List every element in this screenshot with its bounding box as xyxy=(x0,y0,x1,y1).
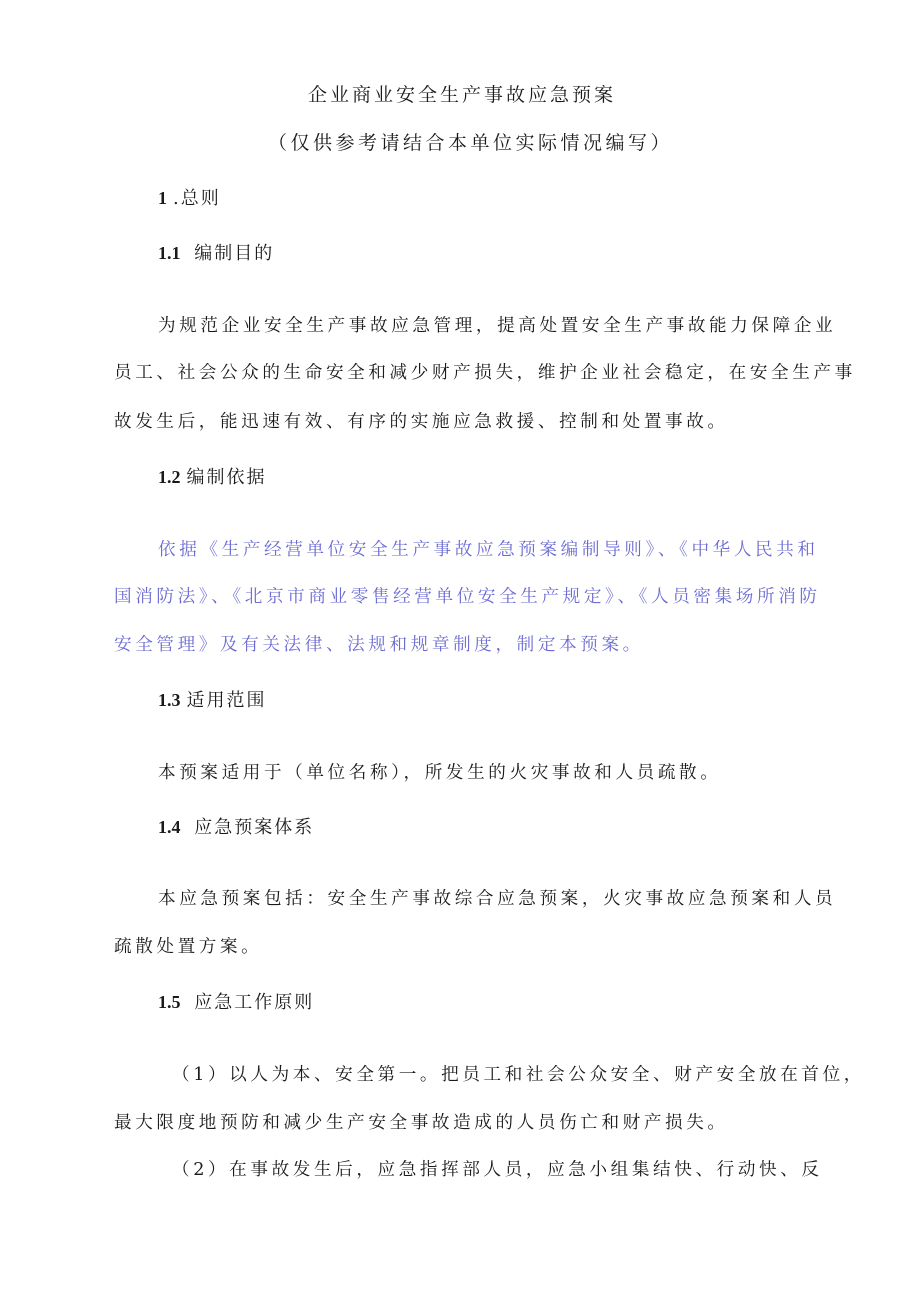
paragraph-line: 为规范企业安全生产事故应急管理，提高处置安全生产事故能力保障企业 xyxy=(158,316,837,336)
paragraph-line: 本应急预案包括：安全生产事故综合应急预案，火灾事故应急预案和人员 xyxy=(158,889,837,909)
document-title: 企业商业安全生产事故应急预案 xyxy=(308,84,617,106)
section-number: 1.5 xyxy=(158,992,181,1012)
section-label: 编制目的 xyxy=(194,243,275,264)
section-label: 适用范围 xyxy=(186,690,267,711)
section-heading-1-5 xyxy=(158,988,314,1014)
section-label: 应急工作原则 xyxy=(194,992,315,1013)
paragraph-line: （1）以人为本、安全第一。把员工和社会公众安全、财产安全放在首位， xyxy=(172,1065,865,1085)
section-number: 1.1 xyxy=(158,243,181,263)
section-heading-1-2 xyxy=(158,463,267,489)
paragraph-line: 员工、社会公众的生命安全和减少财产损失，维护企业社会稳定，在安全生产事 xyxy=(114,363,856,383)
section-heading-1-1 xyxy=(158,239,274,265)
paragraph-line: 本预案适用于（单位名称），所发生的火灾事故和人员疏散。 xyxy=(158,763,722,783)
paragraph-line-highlighted: 依据《生产经营单位安全生产事故应急预案编制导则》、《中华人民共和 xyxy=(158,540,819,560)
document-subtitle: （仅供参考请结合本单位实际情况编写） xyxy=(268,132,674,154)
paragraph-line: 故发生后，能迅速有效、有序的实施应急救援、控制和处置事故。 xyxy=(114,412,729,432)
section-number: 1.2 xyxy=(158,467,181,487)
section-number: 1.4 xyxy=(158,817,181,837)
section-label: 编制依据 xyxy=(186,467,267,488)
paragraph-line: 疏散处置方案。 xyxy=(114,937,263,957)
section-label: 应急预案体系 xyxy=(194,817,315,838)
paragraph-line: 最大限度地预防和减少生产安全事故造成的人员伤亡和财产损失。 xyxy=(114,1113,729,1133)
section-number: 1.3 xyxy=(158,690,181,710)
paragraph-line-highlighted: 安全管理》及有关法律、法规和规章制度，制定本预案。 xyxy=(114,635,644,655)
section-heading-1-3 xyxy=(158,686,267,712)
section-label: .总则 xyxy=(173,188,221,209)
paragraph-line: （2）在事故发生后，应急指挥部人员，应急小组集结快、行动快、反 xyxy=(172,1160,823,1180)
section-heading-1-4 xyxy=(158,813,314,839)
section-heading-1 xyxy=(158,184,221,210)
section-number: 1 xyxy=(158,188,167,208)
paragraph-line-highlighted: 国消防法》、《北京市商业零售经营单位安全生产规定》、《人员密集场所消防 xyxy=(114,587,821,607)
